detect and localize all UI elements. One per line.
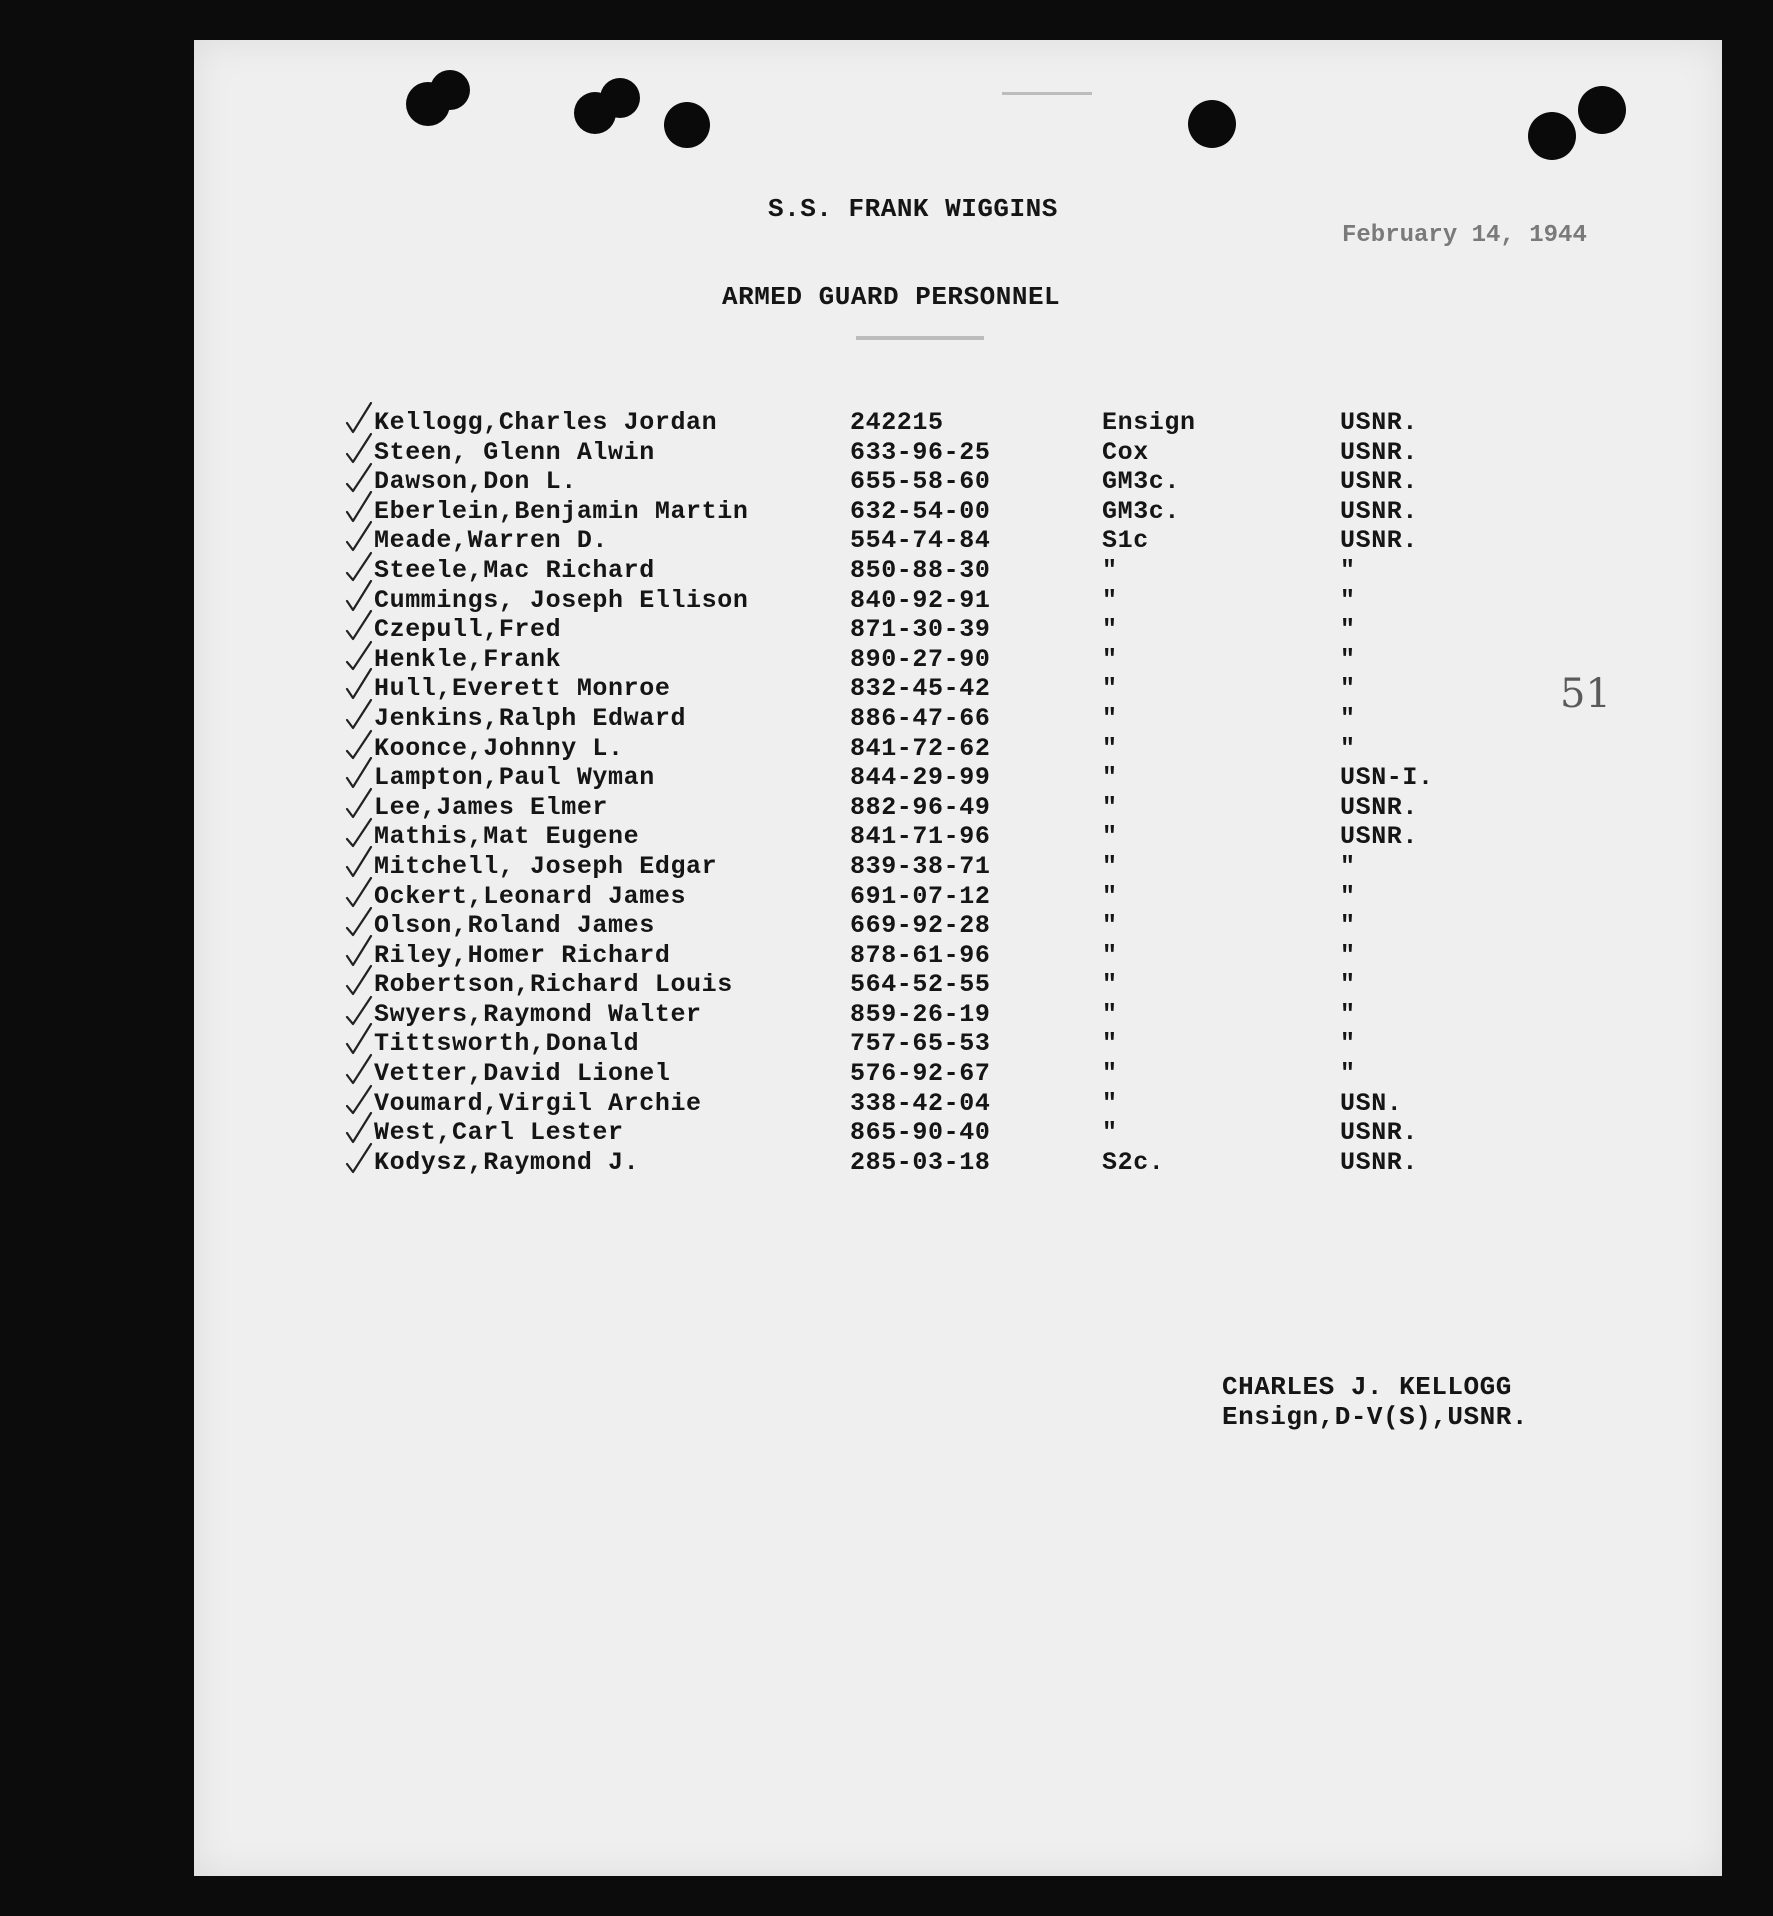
roster-row xyxy=(194,733,1722,766)
roster-name: Koonce,Johnny L. xyxy=(374,733,624,763)
punch-hole xyxy=(600,78,640,118)
roster-name: Steen, Glenn Alwin xyxy=(374,437,655,467)
roster-name: Kellogg,Charles Jordan xyxy=(374,408,718,437)
roster-rate: " xyxy=(1102,911,1118,941)
roster-row xyxy=(194,496,1722,529)
roster-branch: " xyxy=(1340,703,1356,733)
roster-name: Dawson,Don L. xyxy=(374,467,577,497)
roster-row xyxy=(194,999,1722,1032)
roster-branch: " xyxy=(1340,911,1356,941)
roster-branch: " xyxy=(1340,851,1356,881)
roster-row xyxy=(194,617,1722,647)
roster-rate: " xyxy=(1102,1029,1118,1059)
roster-branch: " xyxy=(1340,585,1356,615)
roster-name: West,Carl Lester xyxy=(374,1118,624,1148)
roster-row xyxy=(194,410,1722,440)
roster-rate: " xyxy=(1102,555,1118,585)
roster-rate: S1c xyxy=(1102,526,1149,556)
roster-name: Lampton,Paul Wyman xyxy=(374,763,655,793)
roster-branch: " xyxy=(1340,1029,1356,1059)
roster-service-number: 564-52-55 xyxy=(850,970,991,1000)
roster-branch: USNR. xyxy=(1340,822,1419,852)
document-heading: ARMED GUARD PERSONNEL xyxy=(722,282,1061,312)
roster-rate: " xyxy=(1102,644,1118,674)
roster-rate: " xyxy=(1102,674,1118,704)
roster-branch: " xyxy=(1340,555,1356,585)
roster-branch: USNR. xyxy=(1340,408,1419,437)
roster-service-number: 850-88-30 xyxy=(850,555,991,585)
roster-row xyxy=(194,469,1722,499)
roster-name: Steele,Mac Richard xyxy=(374,555,655,585)
roster-branch: " xyxy=(1340,733,1356,763)
roster-row xyxy=(194,824,1722,854)
roster-rate: GM3c. xyxy=(1102,467,1181,497)
roster-row xyxy=(194,913,1722,943)
roster-rate: GM3c. xyxy=(1102,496,1181,526)
roster-rate: " xyxy=(1102,851,1118,881)
roster-row xyxy=(194,703,1722,736)
roster-service-number: 839-38-71 xyxy=(850,851,991,881)
smudge xyxy=(1002,92,1092,95)
roster-name: Cummings, Joseph Ellison xyxy=(374,585,749,615)
roster-service-number: 633-96-25 xyxy=(850,437,991,467)
roster-name: Robertson,Richard Louis xyxy=(374,970,733,1000)
roster-service-number: 655-58-60 xyxy=(850,467,991,497)
document-date: February 14, 1944 xyxy=(1342,222,1587,249)
roster-rate: " xyxy=(1102,881,1118,911)
roster-name: Kodysz,Raymond J. xyxy=(374,1147,640,1177)
roster-branch: " xyxy=(1340,674,1356,704)
roster-name: Eberlein,Benjamin Martin xyxy=(374,496,749,526)
roster-row xyxy=(194,676,1722,706)
roster-branch: USNR. xyxy=(1340,467,1419,497)
ship-name: S.S. FRANK WIGGINS xyxy=(768,194,1058,224)
roster-row xyxy=(194,555,1722,588)
roster-name: Meade,Warren D. xyxy=(374,526,609,556)
roster-service-number: 882-96-49 xyxy=(850,792,991,822)
punch-hole xyxy=(664,102,710,148)
page-number: 51 xyxy=(1560,671,1611,717)
roster-row xyxy=(194,972,1722,1002)
document-page xyxy=(194,40,1722,1876)
signature-name: CHARLES J. KELLOGG xyxy=(1222,1372,1512,1402)
roster-row xyxy=(194,528,1722,558)
roster-rate: " xyxy=(1102,585,1118,615)
roster-row xyxy=(194,585,1722,618)
roster-rate: " xyxy=(1102,763,1118,793)
punch-hole xyxy=(430,70,470,110)
roster-branch: USNR. xyxy=(1340,1147,1419,1177)
roster-rate: Ensign xyxy=(1102,408,1196,437)
roster-name: Lee,James Elmer xyxy=(374,792,609,822)
roster-name: Riley,Homer Richard xyxy=(374,940,671,970)
roster-service-number: 865-90-40 xyxy=(850,1118,991,1148)
roster-rate: " xyxy=(1102,792,1118,822)
roster-branch: USN-I. xyxy=(1340,763,1434,793)
roster-branch: " xyxy=(1340,615,1356,645)
roster-name: Olson,Roland James xyxy=(374,911,655,941)
roster-branch: USNR. xyxy=(1340,526,1419,556)
roster-row xyxy=(194,644,1722,677)
punch-hole xyxy=(1528,112,1576,160)
roster-name: Henkle,Frank xyxy=(374,644,562,674)
roster-name: Ockert,Leonard James xyxy=(374,881,687,911)
roster-service-number: 878-61-96 xyxy=(850,940,991,970)
roster-service-number: 576-92-67 xyxy=(850,1059,991,1089)
roster-branch: USNR. xyxy=(1340,1118,1419,1148)
roster-branch: " xyxy=(1340,644,1356,674)
roster-name: Vetter,David Lionel xyxy=(374,1059,671,1089)
roster-rate: " xyxy=(1102,1088,1118,1118)
roster-rate: " xyxy=(1102,1059,1118,1089)
roster-rate: " xyxy=(1102,822,1118,852)
roster-branch: USNR. xyxy=(1340,437,1419,467)
roster-row xyxy=(194,1031,1722,1061)
roster-rate: " xyxy=(1102,733,1118,763)
roster-row xyxy=(194,1061,1722,1091)
roster-rate: " xyxy=(1102,970,1118,1000)
roster-branch: USNR. xyxy=(1340,496,1419,526)
roster-service-number: 841-71-96 xyxy=(850,822,991,852)
roster-service-number: 859-26-19 xyxy=(850,999,991,1029)
roster-service-number: 844-29-99 xyxy=(850,763,991,793)
roster-name: Voumard,Virgil Archie xyxy=(374,1088,702,1118)
roster-row xyxy=(194,851,1722,884)
roster-rate: Cox xyxy=(1102,437,1149,467)
roster-service-number: 832-45-42 xyxy=(850,674,991,704)
roster-name: Hull,Everett Monroe xyxy=(374,674,671,704)
punch-hole xyxy=(1188,100,1236,148)
roster-service-number: 242215 xyxy=(850,408,944,437)
roster-name: Tittsworth,Donald xyxy=(374,1029,640,1059)
roster-branch: " xyxy=(1340,970,1356,1000)
roster-name: Mitchell, Joseph Edgar xyxy=(374,851,718,881)
roster-service-number: 841-72-62 xyxy=(850,733,991,763)
roster-service-number: 285-03-18 xyxy=(850,1147,991,1177)
roster-rate: " xyxy=(1102,615,1118,645)
roster-branch: " xyxy=(1340,940,1356,970)
check-mark-icon xyxy=(344,1150,374,1180)
roster-row xyxy=(194,765,1722,795)
roster-rate: " xyxy=(1102,940,1118,970)
roster-service-number: 871-30-39 xyxy=(850,615,991,645)
roster-service-number: 757-65-53 xyxy=(850,1029,991,1059)
roster-service-number: 338-42-04 xyxy=(850,1088,991,1118)
signature-title: Ensign,D-V(S),USNR. xyxy=(1222,1402,1528,1432)
roster-rate: S2c. xyxy=(1102,1147,1165,1177)
roster-branch: " xyxy=(1340,1059,1356,1089)
roster-service-number: 840-92-91 xyxy=(850,585,991,615)
roster-row xyxy=(194,792,1722,825)
personnel-roster xyxy=(194,410,1722,1179)
roster-service-number: 554-74-84 xyxy=(850,526,991,556)
roster-row xyxy=(194,1147,1722,1180)
roster-row xyxy=(194,881,1722,914)
roster-service-number: 890-27-90 xyxy=(850,644,991,674)
roster-branch: USN. xyxy=(1340,1088,1403,1118)
roster-branch: " xyxy=(1340,881,1356,911)
smudge xyxy=(856,336,984,340)
roster-branch: " xyxy=(1340,999,1356,1029)
roster-service-number: 691-07-12 xyxy=(850,881,991,911)
roster-name: Jenkins,Ralph Edward xyxy=(374,703,687,733)
roster-name: Swyers,Raymond Walter xyxy=(374,999,702,1029)
roster-row xyxy=(194,1120,1722,1150)
roster-branch: USNR. xyxy=(1340,792,1419,822)
roster-row xyxy=(194,437,1722,470)
roster-rate: " xyxy=(1102,703,1118,733)
roster-service-number: 632-54-00 xyxy=(850,496,991,526)
roster-service-number: 886-47-66 xyxy=(850,703,991,733)
roster-name: Mathis,Mat Eugene xyxy=(374,822,640,852)
punch-hole xyxy=(1578,86,1626,134)
roster-rate: " xyxy=(1102,1118,1118,1148)
roster-row xyxy=(194,940,1722,973)
roster-service-number: 669-92-28 xyxy=(850,911,991,941)
roster-rate: " xyxy=(1102,999,1118,1029)
roster-name: Czepull,Fred xyxy=(374,615,562,645)
roster-row xyxy=(194,1088,1722,1121)
